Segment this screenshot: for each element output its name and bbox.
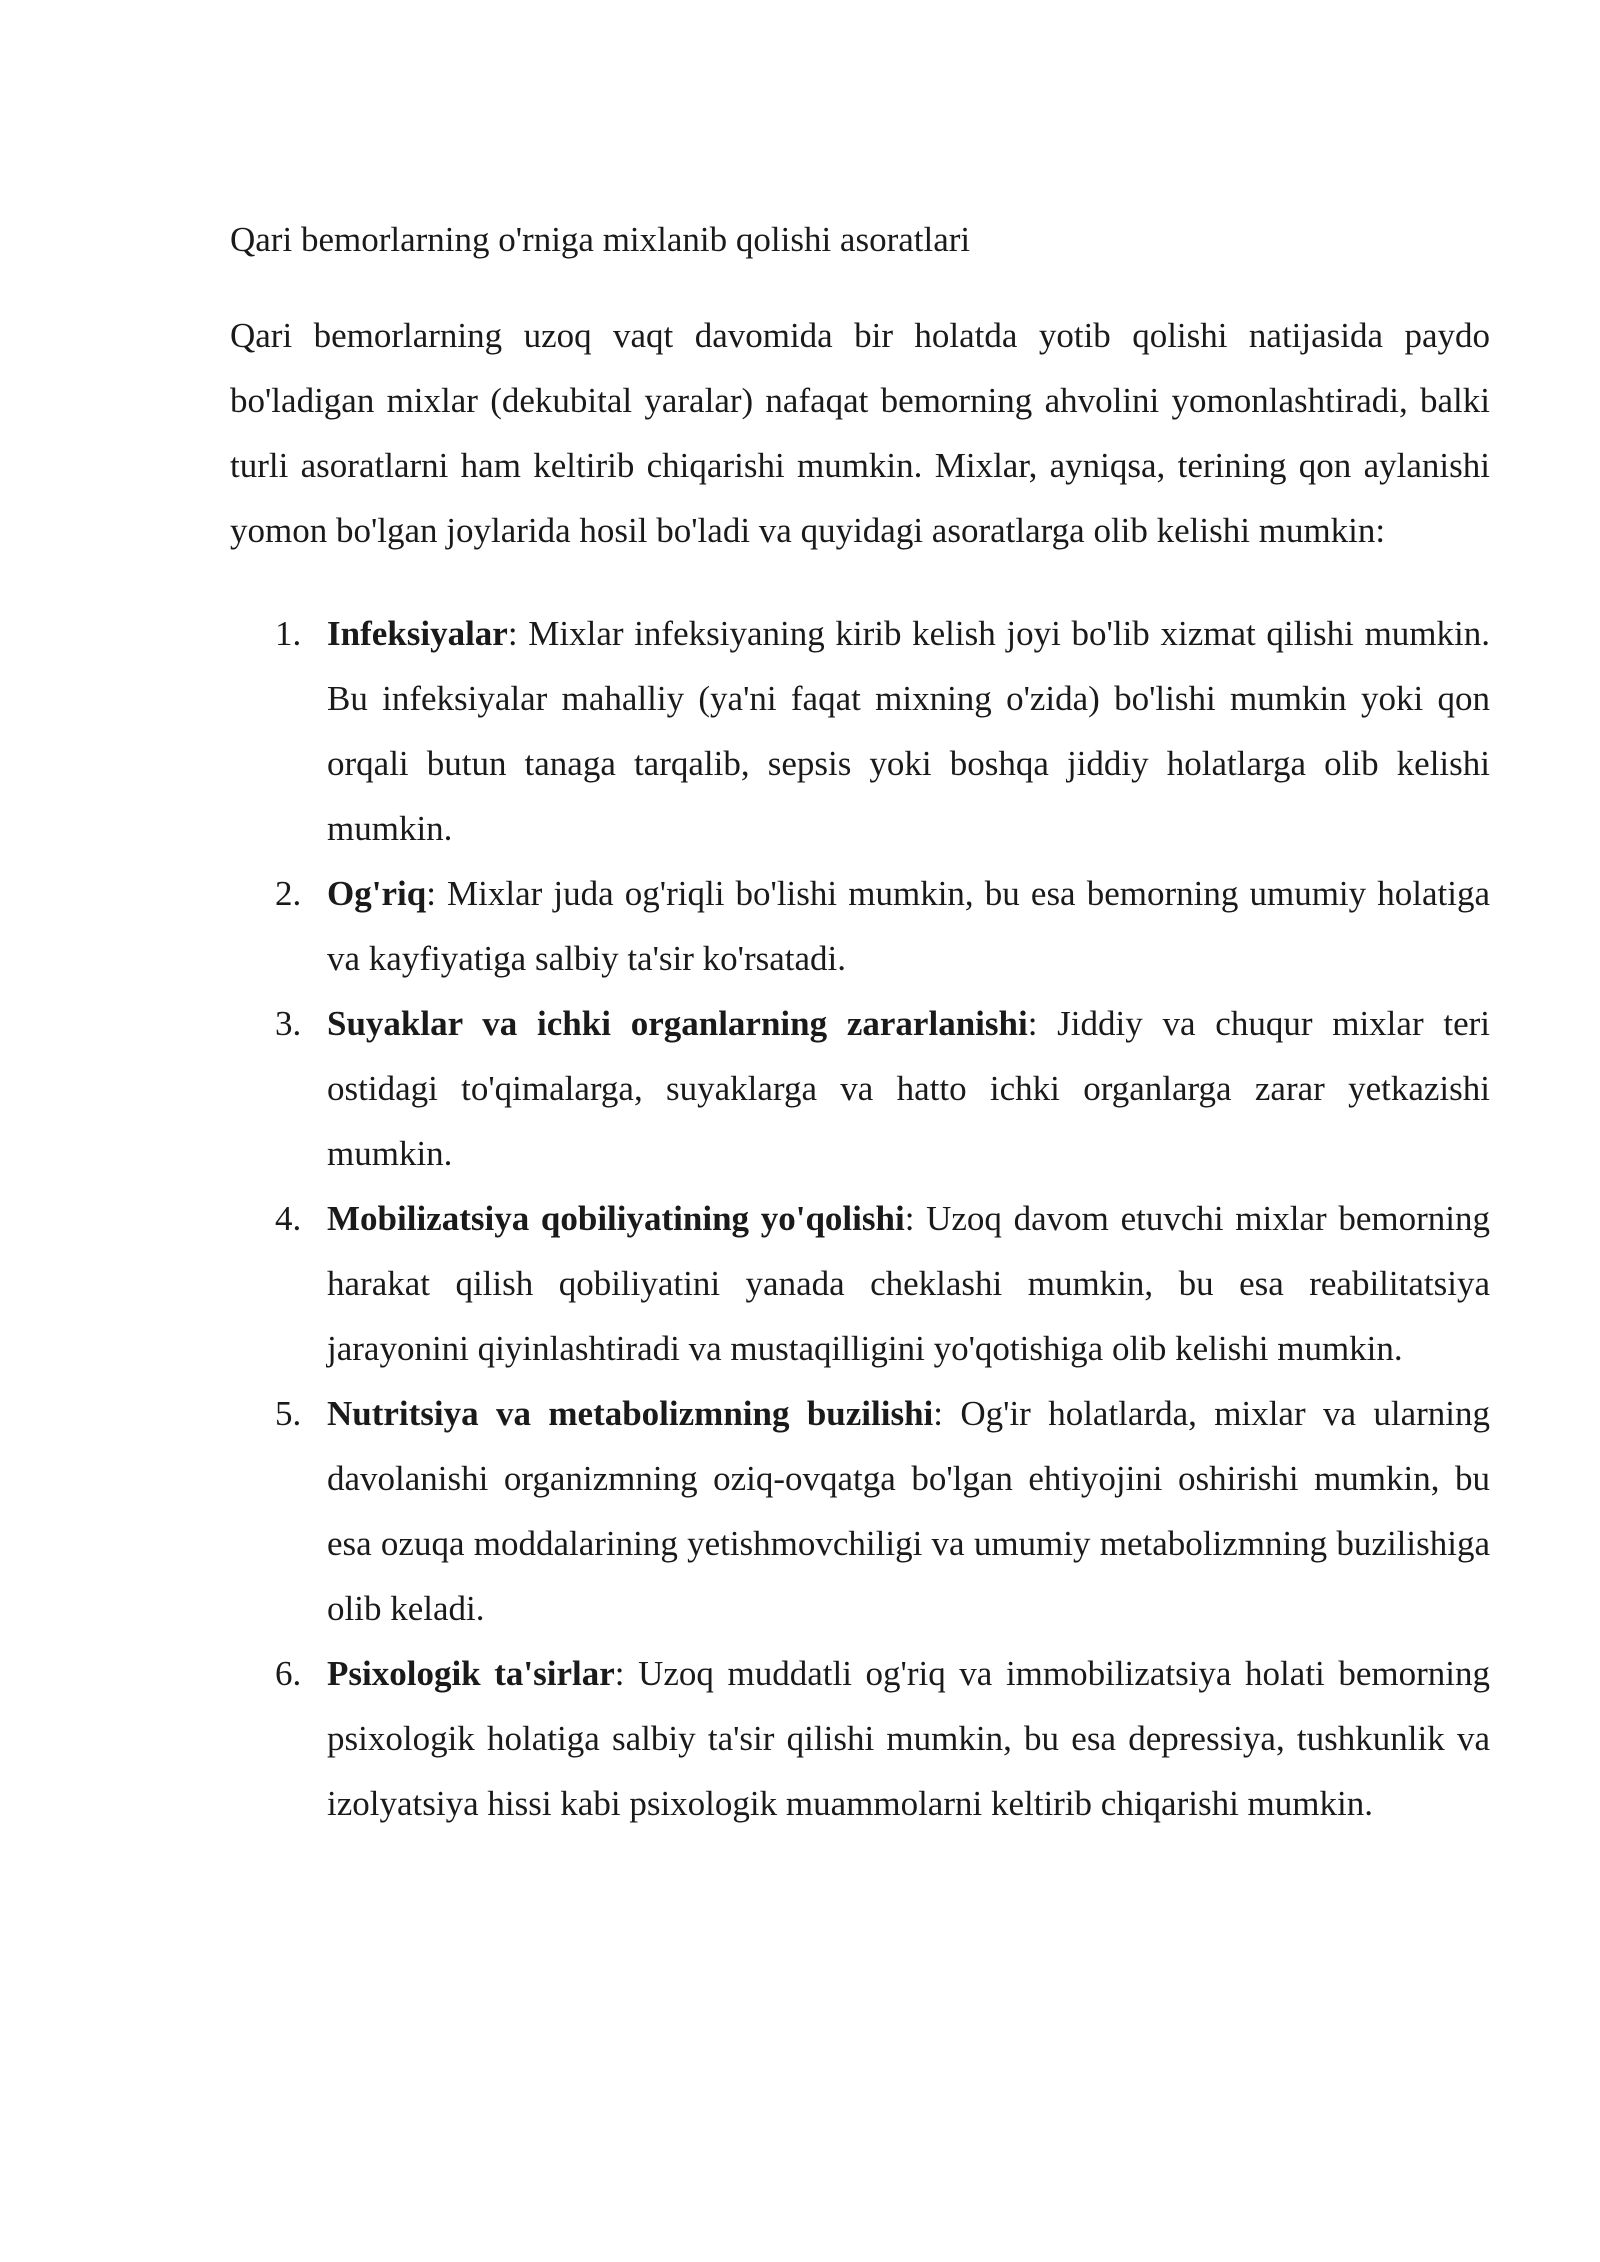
list-item-text: : Og'ir holatlarda, mixlar va ularning davolanishi organizmning oziq-ovqatga bo'lgan ehtiyojini oshirishi mumkin, bu esa ozuqa moddalarining yetishmovchiligi va umumiy metabolizmning buzilishiga olib keladi. <box>327 1394 1490 1628</box>
list-item-text: : Uzoq muddatli og'riq va immobilizatsiya holati bemorning psixologik holatiga salbiy ta'sir qilishi mumkin, bu esa depressiya, tushkunlik va izolyatsiya hissi kabi psixologik muammolarni keltirib chiqarishi mumkin. <box>327 1654 1490 1823</box>
list-item-term: Nutritsiya va metabolizmning buzilishi <box>327 1394 934 1433</box>
document-title: Qari bemorlarning o'rniga mixlanib qolishi asoratlari <box>230 220 971 259</box>
list-item-number: 6. <box>275 1654 302 1693</box>
list-item-term: Suyaklar va ichki organlarning zararlanishi <box>327 1004 1028 1043</box>
list-item <box>230 1186 1490 1381</box>
list-item-number: 2. <box>275 874 302 913</box>
list-item <box>230 991 1490 1186</box>
list-item-text: : Mixlar infeksiyaning kirib kelish joyi bo'lib xizmat qilishi mumkin. Bu infeksiyalar mahalliy (ya'ni faqat mixning o'zida) bo'lishi mumkin yoki qon orqali butun tanaga tarqalib, sepsis yoki boshqa jiddiy holatlarga olib kelishi mumkin. <box>327 614 1490 848</box>
list-item-number: 1. <box>275 614 302 653</box>
list-item-text: : Uzoq davom etuvchi mixlar bemorning harakat qilish qobiliyatini yanada cheklashi mumkin, bu esa reabilitatsiya jarayonini qiyinlashtiradi va mustaqilligini yo'qotishiga olib kelishi mumkin. <box>327 1199 1491 1368</box>
list-item-term: Mobilizatsiya qobiliyatining yo'qolishi <box>327 1199 905 1238</box>
list-item <box>230 1381 1490 1641</box>
list-item-number: 3. <box>275 1004 302 1043</box>
document-page <box>230 205 1490 1836</box>
list-item <box>230 1641 1490 1836</box>
list-item <box>230 601 1490 861</box>
complications-list <box>230 601 1490 1836</box>
intro-paragraph: Qari bemorlarning uzoq vaqt davomida bir holatda yotib qolishi natijasida paydo bo'ladigan mixlar (dekubital yaralar) nafaqat bemorning ahvolini yomonlashtiradi, balki turli asoratlarni ham keltirib chiqarishi mumkin. Mixlar, ayniqsa, terining qon aylanishi yomon bo'lgan joylarida hosil bo'ladi va quyidagi asoratlarga olib kelishi mumkin: <box>230 316 1490 550</box>
list-item-text: : Mixlar juda og'riqli bo'lishi mumkin, bu esa bemorning umumiy holatiga va kayfiyatiga salbiy ta'sir ko'rsatadi. <box>327 874 1490 978</box>
list-item <box>230 861 1490 991</box>
list-item-number: 4. <box>275 1199 302 1238</box>
list-item-text: : Jiddiy va chuqur mixlar teri ostidagi to'qimalarga, suyaklarga va hatto ichki organlarga zarar yetkazishi mumkin. <box>327 1004 1490 1173</box>
list-item-number: 5. <box>275 1394 302 1433</box>
list-item-term: Og'riq <box>327 874 427 913</box>
list-item-term: Infeksiyalar <box>327 614 508 653</box>
list-item-term: Psixologik ta'sirlar <box>327 1654 615 1693</box>
